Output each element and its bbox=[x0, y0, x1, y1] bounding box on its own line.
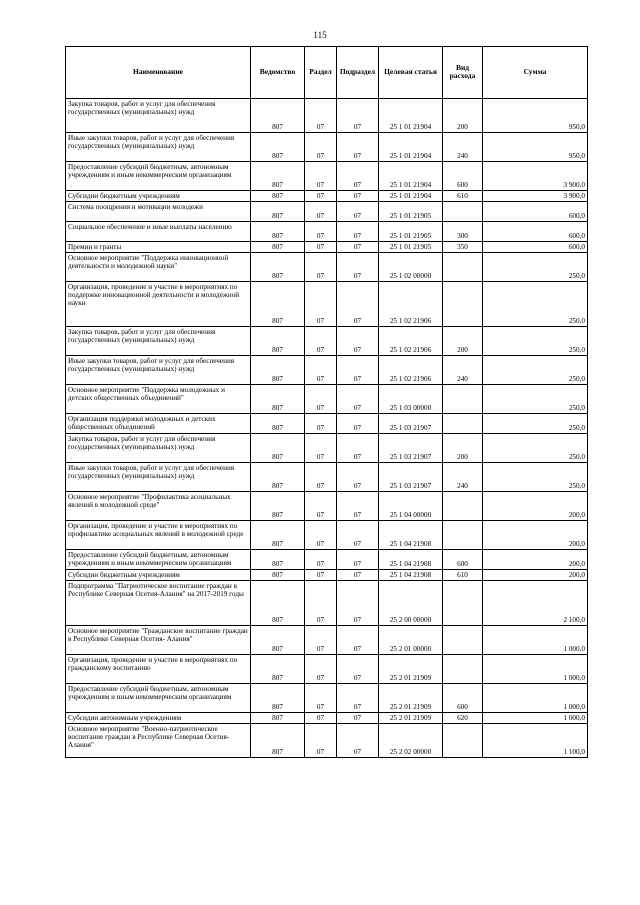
table-row bbox=[66, 492, 588, 521]
row-name: Иные закупки товаров, работ и услуг для обеспечения государственных (муниципальных) нужд bbox=[66, 133, 251, 162]
row-target: 25 1 03 21907 bbox=[379, 434, 443, 463]
row-dept: 807 bbox=[251, 414, 305, 434]
row-sum: 1 100,0 bbox=[483, 724, 588, 758]
row-exp-type: 600 bbox=[443, 684, 483, 713]
row-dept: 807 bbox=[251, 724, 305, 758]
row-section: 07 bbox=[305, 327, 337, 356]
row-exp-type: 200 bbox=[443, 327, 483, 356]
row-exp-type bbox=[443, 282, 483, 327]
row-sum: 250,0 bbox=[483, 385, 588, 414]
row-sum: 3 900,0 bbox=[483, 191, 588, 202]
row-section: 07 bbox=[305, 626, 337, 655]
row-target: 25 1 03 00000 bbox=[379, 385, 443, 414]
header-name: Наименование bbox=[66, 47, 251, 99]
row-subsection: 07 bbox=[337, 626, 379, 655]
row-target: 25 1 01 21904 bbox=[379, 99, 443, 133]
table-row bbox=[66, 162, 588, 191]
row-target: 25 1 01 21905 bbox=[379, 242, 443, 253]
table-row bbox=[66, 713, 588, 724]
row-dept: 807 bbox=[251, 133, 305, 162]
row-sum: 1 000,0 bbox=[483, 626, 588, 655]
table-row bbox=[66, 356, 588, 385]
row-subsection: 07 bbox=[337, 724, 379, 758]
row-name: Организация, проведение и участие в мероприятиях по гражданскому воспитанию bbox=[66, 655, 251, 684]
row-dept: 807 bbox=[251, 581, 305, 626]
row-exp-type: 300 bbox=[443, 222, 483, 242]
row-exp-type bbox=[443, 626, 483, 655]
row-exp-type bbox=[443, 581, 483, 626]
row-subsection: 07 bbox=[337, 463, 379, 492]
row-dept: 807 bbox=[251, 222, 305, 242]
row-target: 25 2 01 21909 bbox=[379, 684, 443, 713]
row-section: 07 bbox=[305, 724, 337, 758]
row-target: 25 1 02 00000 bbox=[379, 253, 443, 282]
row-section: 07 bbox=[305, 133, 337, 162]
row-subsection: 07 bbox=[337, 356, 379, 385]
row-name: Предоставление субсидий бюджетным, автономным учреждениям и иным некоммерческим организациям bbox=[66, 550, 251, 570]
table-row bbox=[66, 626, 588, 655]
table-row bbox=[66, 463, 588, 492]
row-dept: 807 bbox=[251, 434, 305, 463]
row-exp-type: 350 bbox=[443, 242, 483, 253]
row-dept: 807 bbox=[251, 99, 305, 133]
row-exp-type bbox=[443, 521, 483, 550]
row-subsection: 07 bbox=[337, 242, 379, 253]
row-name: Организация, проведение и участие в мероприятиях по поддержке инновационной деятельности и молодежной науки bbox=[66, 282, 251, 327]
row-name: Премии и гранты bbox=[66, 242, 251, 253]
row-section: 07 bbox=[305, 414, 337, 434]
row-sum: 250,0 bbox=[483, 463, 588, 492]
row-sum: 600,0 bbox=[483, 222, 588, 242]
page-number: 115 bbox=[313, 30, 327, 40]
row-section: 07 bbox=[305, 570, 337, 581]
row-subsection: 07 bbox=[337, 385, 379, 414]
table-row bbox=[66, 385, 588, 414]
row-exp-type: 200 bbox=[443, 434, 483, 463]
row-section: 07 bbox=[305, 684, 337, 713]
row-subsection: 07 bbox=[337, 713, 379, 724]
table-row bbox=[66, 570, 588, 581]
row-dept: 807 bbox=[251, 191, 305, 202]
row-dept: 807 bbox=[251, 162, 305, 191]
row-name: Основное мероприятие "Военно-патриотическое воспитание граждан в Республике Северная Осетия- Алания" bbox=[66, 724, 251, 758]
header-exp-type: Вид расхода bbox=[443, 47, 483, 99]
row-sum: 1 000,0 bbox=[483, 684, 588, 713]
row-subsection: 07 bbox=[337, 521, 379, 550]
row-exp-type: 240 bbox=[443, 133, 483, 162]
row-target: 25 1 02 21906 bbox=[379, 356, 443, 385]
row-name: Субсидии автономным учреждениям bbox=[66, 713, 251, 724]
row-name: Предоставление субсидий бюджетным, автономным учреждениям и иным некоммерческим организациям bbox=[66, 162, 251, 191]
table-row bbox=[66, 202, 588, 222]
row-target: 25 2 02 00000 bbox=[379, 724, 443, 758]
table-row bbox=[66, 655, 588, 684]
table-row bbox=[66, 253, 588, 282]
table-row bbox=[66, 222, 588, 242]
row-subsection: 07 bbox=[337, 434, 379, 463]
row-dept: 807 bbox=[251, 655, 305, 684]
header-section: Раздел bbox=[305, 47, 337, 99]
row-name: Подпрограмма "Патриотическое воспитание граждан в Республике Северная Осетия-Алания" на 2017-2019 годы bbox=[66, 581, 251, 626]
row-section: 07 bbox=[305, 242, 337, 253]
row-sum: 950,0 bbox=[483, 133, 588, 162]
table-row bbox=[66, 581, 588, 626]
row-subsection: 07 bbox=[337, 191, 379, 202]
row-dept: 807 bbox=[251, 684, 305, 713]
row-sum: 200,0 bbox=[483, 521, 588, 550]
row-name: Иные закупки товаров, работ и услуг для обеспечения государственных (муниципальных) нужд bbox=[66, 356, 251, 385]
row-name: Основное мероприятие "Поддержка молодежных и детских общественных объединений" bbox=[66, 385, 251, 414]
row-dept: 807 bbox=[251, 521, 305, 550]
row-exp-type: 620 bbox=[443, 713, 483, 724]
row-target: 25 1 04 21908 bbox=[379, 521, 443, 550]
row-name: Закупка товаров, работ и услуг для обеспечения государственных (муниципальных) нужд bbox=[66, 434, 251, 463]
row-sum: 600,0 bbox=[483, 202, 588, 222]
row-subsection: 07 bbox=[337, 282, 379, 327]
row-subsection: 07 bbox=[337, 492, 379, 521]
row-target: 25 1 02 21906 bbox=[379, 282, 443, 327]
row-sum: 250,0 bbox=[483, 356, 588, 385]
row-exp-type: 240 bbox=[443, 463, 483, 492]
row-target: 25 1 03 21907 bbox=[379, 463, 443, 492]
row-dept: 807 bbox=[251, 253, 305, 282]
row-sum: 250,0 bbox=[483, 253, 588, 282]
row-target: 25 2 01 21909 bbox=[379, 713, 443, 724]
row-exp-type: 610 bbox=[443, 570, 483, 581]
row-sum: 1 000,0 bbox=[483, 655, 588, 684]
row-name: Основное мероприятие "Профилактика асоциальных явлений в молодежной среде" bbox=[66, 492, 251, 521]
row-subsection: 07 bbox=[337, 162, 379, 191]
row-dept: 807 bbox=[251, 463, 305, 492]
row-sum: 250,0 bbox=[483, 414, 588, 434]
table-row bbox=[66, 191, 588, 202]
table-row bbox=[66, 414, 588, 434]
row-name: Субсидии бюджетным учреждениям bbox=[66, 570, 251, 581]
row-dept: 807 bbox=[251, 242, 305, 253]
table-row bbox=[66, 133, 588, 162]
row-section: 07 bbox=[305, 99, 337, 133]
row-sum: 2 100,0 bbox=[483, 581, 588, 626]
table-row bbox=[66, 282, 588, 327]
row-target: 25 1 01 21905 bbox=[379, 222, 443, 242]
row-section: 07 bbox=[305, 463, 337, 492]
row-section: 07 bbox=[305, 356, 337, 385]
table-row bbox=[66, 521, 588, 550]
row-subsection: 07 bbox=[337, 222, 379, 242]
table-row bbox=[66, 550, 588, 570]
row-target: 25 1 01 21904 bbox=[379, 191, 443, 202]
row-name: Закупка товаров, работ и услуг для обеспечения государственных (муниципальных) нужд bbox=[66, 327, 251, 356]
row-sum: 200,0 bbox=[483, 570, 588, 581]
row-target: 25 1 01 21905 bbox=[379, 202, 443, 222]
table-row bbox=[66, 327, 588, 356]
row-exp-type bbox=[443, 414, 483, 434]
row-sum: 950,0 bbox=[483, 99, 588, 133]
row-subsection: 07 bbox=[337, 253, 379, 282]
row-dept: 807 bbox=[251, 327, 305, 356]
row-dept: 807 bbox=[251, 356, 305, 385]
row-target: 25 1 04 21908 bbox=[379, 550, 443, 570]
row-subsection: 07 bbox=[337, 202, 379, 222]
row-subsection: 07 bbox=[337, 581, 379, 626]
row-name: Закупка товаров, работ и услуг для обеспечения государственных (муниципальных) нужд bbox=[66, 99, 251, 133]
header-target: Целевая статья bbox=[379, 47, 443, 99]
row-exp-type: 240 bbox=[443, 356, 483, 385]
row-exp-type: 600 bbox=[443, 162, 483, 191]
row-target: 25 1 02 21906 bbox=[379, 327, 443, 356]
row-section: 07 bbox=[305, 202, 337, 222]
row-dept: 807 bbox=[251, 570, 305, 581]
header-sum: Сумма bbox=[483, 47, 588, 99]
row-dept: 807 bbox=[251, 550, 305, 570]
row-dept: 807 bbox=[251, 202, 305, 222]
row-section: 07 bbox=[305, 581, 337, 626]
row-section: 07 bbox=[305, 492, 337, 521]
row-sum: 250,0 bbox=[483, 434, 588, 463]
row-sum: 250,0 bbox=[483, 327, 588, 356]
row-subsection: 07 bbox=[337, 414, 379, 434]
row-exp-type bbox=[443, 385, 483, 414]
row-subsection: 07 bbox=[337, 655, 379, 684]
row-name: Социальное обеспечение и иные выплаты населению bbox=[66, 222, 251, 242]
row-target: 25 1 03 21907 bbox=[379, 414, 443, 434]
row-exp-type bbox=[443, 655, 483, 684]
row-section: 07 bbox=[305, 222, 337, 242]
row-sum: 200,0 bbox=[483, 550, 588, 570]
row-name: Система поощрения и мотивации молодежи bbox=[66, 202, 251, 222]
row-target: 25 1 01 21904 bbox=[379, 133, 443, 162]
row-sum: 3 900,0 bbox=[483, 162, 588, 191]
header-dept: Ведомство bbox=[251, 47, 305, 99]
row-name: Субсидии бюджетным учреждениям bbox=[66, 191, 251, 202]
row-dept: 807 bbox=[251, 282, 305, 327]
row-sum: 250,0 bbox=[483, 282, 588, 327]
row-exp-type bbox=[443, 492, 483, 521]
row-section: 07 bbox=[305, 434, 337, 463]
row-exp-type: 610 bbox=[443, 191, 483, 202]
row-subsection: 07 bbox=[337, 99, 379, 133]
table-row bbox=[66, 724, 588, 758]
row-section: 07 bbox=[305, 713, 337, 724]
row-dept: 807 bbox=[251, 626, 305, 655]
row-sum: 200,0 bbox=[483, 492, 588, 521]
table-header-row bbox=[66, 47, 588, 99]
row-name: Предоставление субсидий бюджетным, автономным учреждениям и иным некоммерческим организациям bbox=[66, 684, 251, 713]
row-name: Основное мероприятие "Гражданское воспитание граждан в Республике Северная Осетия- Алания" bbox=[66, 626, 251, 655]
row-exp-type: 200 bbox=[443, 99, 483, 133]
budget-table bbox=[65, 46, 588, 758]
row-section: 07 bbox=[305, 253, 337, 282]
table-row bbox=[66, 99, 588, 133]
row-target: 25 1 01 21904 bbox=[379, 162, 443, 191]
row-subsection: 07 bbox=[337, 570, 379, 581]
row-subsection: 07 bbox=[337, 133, 379, 162]
table-row bbox=[66, 684, 588, 713]
row-exp-type bbox=[443, 724, 483, 758]
row-target: 25 2 01 00000 bbox=[379, 626, 443, 655]
row-exp-type bbox=[443, 253, 483, 282]
row-sum: 1 000,0 bbox=[483, 713, 588, 724]
row-section: 07 bbox=[305, 385, 337, 414]
row-subsection: 07 bbox=[337, 684, 379, 713]
row-name: Иные закупки товаров, работ и услуг для обеспечения государственных (муниципальных) нужд bbox=[66, 463, 251, 492]
row-target: 25 2 00 00000 bbox=[379, 581, 443, 626]
row-subsection: 07 bbox=[337, 327, 379, 356]
row-section: 07 bbox=[305, 521, 337, 550]
row-section: 07 bbox=[305, 191, 337, 202]
row-section: 07 bbox=[305, 550, 337, 570]
row-sum: 600,0 bbox=[483, 242, 588, 253]
row-name: Организация поддержки молодежных и детских общественных объединений bbox=[66, 414, 251, 434]
row-dept: 807 bbox=[251, 492, 305, 521]
row-dept: 807 bbox=[251, 713, 305, 724]
row-target: 25 1 04 21908 bbox=[379, 570, 443, 581]
table-row bbox=[66, 434, 588, 463]
row-exp-type bbox=[443, 202, 483, 222]
row-name: Основное мероприятие "Поддержка инновационной деятельности и молодежной науки" bbox=[66, 253, 251, 282]
table-row bbox=[66, 242, 588, 253]
row-target: 25 2 01 21909 bbox=[379, 655, 443, 684]
row-target: 25 1 04 00000 bbox=[379, 492, 443, 521]
row-dept: 807 bbox=[251, 385, 305, 414]
row-exp-type: 600 bbox=[443, 550, 483, 570]
row-subsection: 07 bbox=[337, 550, 379, 570]
row-section: 07 bbox=[305, 655, 337, 684]
header-subsection: Подраздел bbox=[337, 47, 379, 99]
row-name: Организация, проведение и участие в мероприятиях по профилактике асоциальных явлений в молодежной среде bbox=[66, 521, 251, 550]
row-section: 07 bbox=[305, 162, 337, 191]
row-section: 07 bbox=[305, 282, 337, 327]
